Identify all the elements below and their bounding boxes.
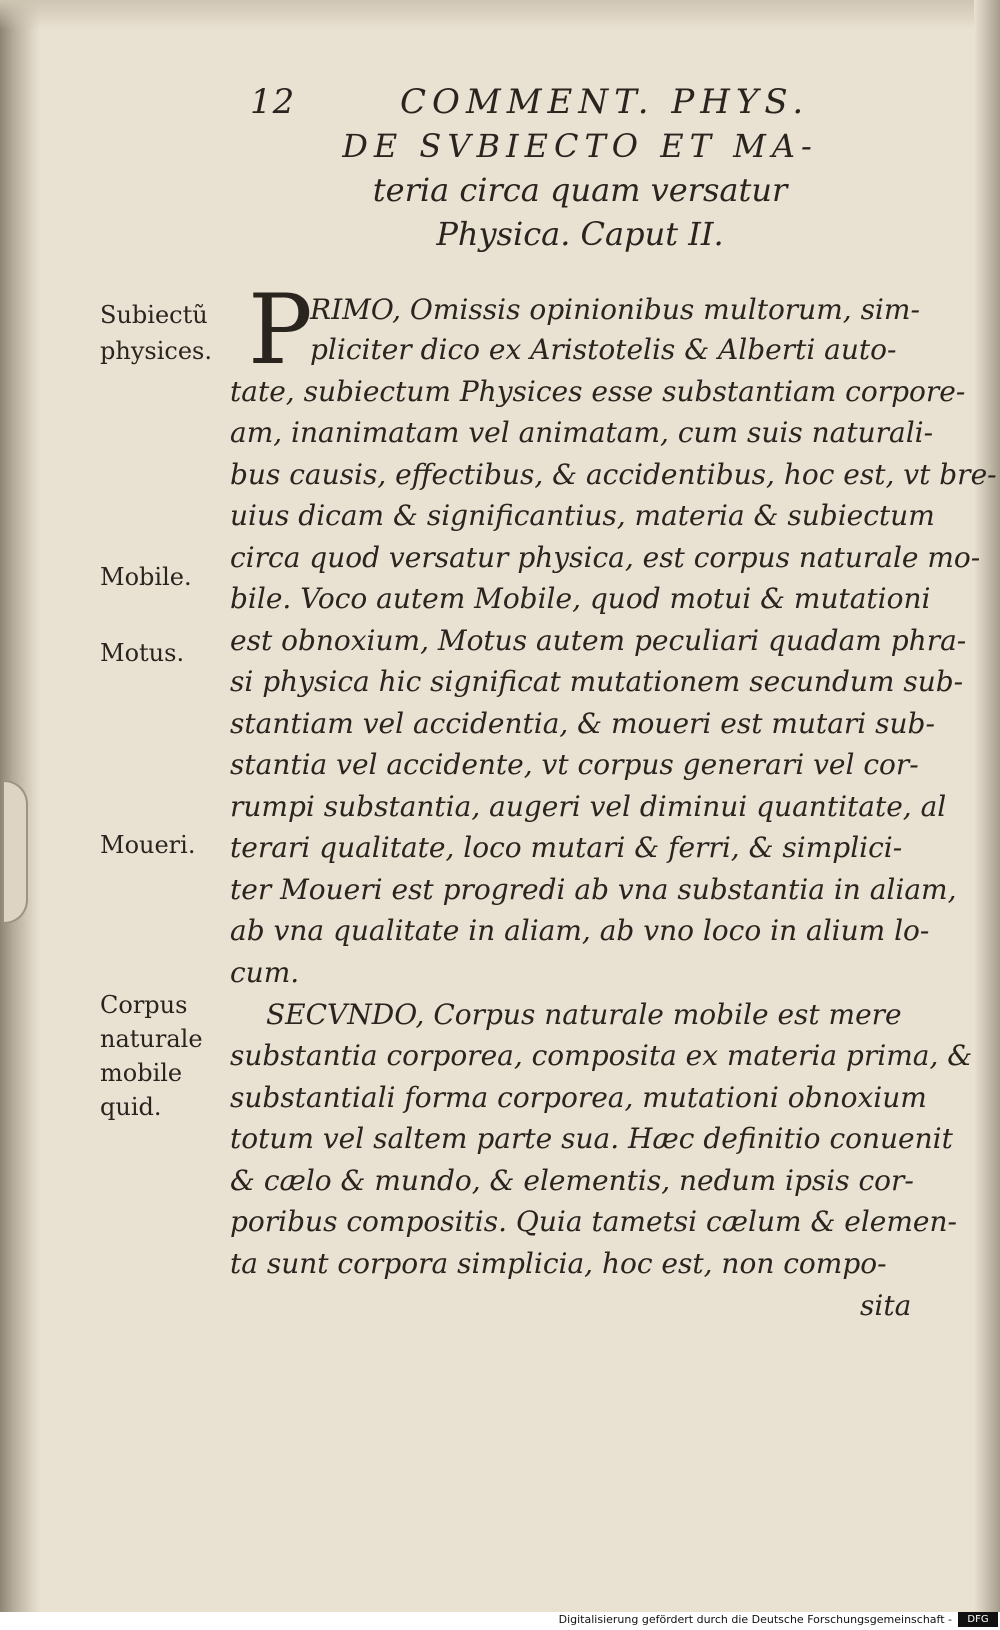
text-line: terari qualitate, loco mutari & ferri, & simplici- xyxy=(230,831,903,864)
margin-note: Moueri. xyxy=(100,831,196,859)
text-line: RIMO, Omissis opinionibus multorum, sim- xyxy=(310,293,920,326)
margin-note: Mobile. xyxy=(100,563,192,591)
page-tab xyxy=(4,780,28,924)
margin-note: quid. xyxy=(100,1093,162,1121)
chapter-title-line: teria circa quam versatur xyxy=(372,171,788,209)
text-line: substantia corporea, composita ex materia prima, & xyxy=(230,1039,973,1072)
text-line: am, inanimatam vel animatam, cum suis naturali- xyxy=(230,416,934,449)
chapter-title xyxy=(320,124,840,256)
text-line: bile. Voco autem Mobile, quod motui & mutationi xyxy=(230,582,931,615)
page-number: 12 xyxy=(250,82,296,122)
text-line: circa quod versatur physica, est corpus naturale mo- xyxy=(230,541,981,574)
drop-cap: P xyxy=(248,274,313,386)
text-line: uius dicam & significantius, materia & subiectum xyxy=(230,499,935,532)
text-line: bus causis, effectibus, & accidentibus, hoc est, vt bre- xyxy=(230,458,997,491)
text-line: stantiam vel accidentia, & moueri est mutari sub- xyxy=(230,707,935,740)
margin-note: Corpus xyxy=(100,991,188,1019)
text-line: poribus compositis. Quia tametsi cælum & elemen- xyxy=(230,1205,957,1238)
text-line: & cælo & mundo, & elementis, nedum ipsis cor- xyxy=(230,1164,914,1197)
text-line: stantia vel accidente, vt corpus generari vel cor- xyxy=(230,748,919,781)
margin-note: mobile xyxy=(100,1059,183,1087)
footer-credit: Digitalisierung gefördert durch die Deutsche Forschungsgemeinschaft - xyxy=(558,1613,952,1626)
text-line: pliciter dico ex Aristotelis & Alberti auto- xyxy=(310,333,897,366)
page-edge xyxy=(974,0,1000,1612)
text-line: ab vna qualitate in aliam, ab vno loco in alium lo- xyxy=(230,914,930,947)
text-line: ta sunt corpora simplicia, hoc est, non compo- xyxy=(230,1247,887,1280)
running-head: COMMENT. PHYS. xyxy=(400,82,810,122)
text-line: rumpi substantia, augeri vel diminui quantitate, al xyxy=(230,790,947,823)
text-line: ter Moueri est progredi ab vna substantia in aliam, xyxy=(230,873,957,906)
text-line: tate, subiectum Physices esse substantiam corpore- xyxy=(230,375,966,408)
text-line: totum vel saltem parte sua. Hæc definitio conuenit xyxy=(230,1122,953,1155)
text-line: est obnoxium, Motus autem peculiari quadam phra- xyxy=(230,624,967,657)
chapter-title-line: DE SVBIECTO ET MA- xyxy=(342,127,818,165)
dfg-logo: DFG xyxy=(958,1612,998,1627)
catchword: sita xyxy=(860,1289,912,1322)
top-edge-shade xyxy=(0,0,1000,30)
text-line: substantiali forma corporea, mutationi obnoxium xyxy=(230,1081,927,1114)
margin-note: naturale xyxy=(100,1025,203,1053)
margin-note: Motus. xyxy=(100,639,185,667)
text-line: si physica hic significat mutationem secundum sub- xyxy=(230,665,964,698)
text-line: SECVNDO, Corpus naturale mobile est mere xyxy=(266,998,902,1031)
margin-note: physices. xyxy=(100,337,212,365)
margin-note: Subiectũ xyxy=(100,301,208,329)
chapter-title-line: Physica. Caput II. xyxy=(436,215,724,253)
text-line: cum. xyxy=(230,956,300,989)
